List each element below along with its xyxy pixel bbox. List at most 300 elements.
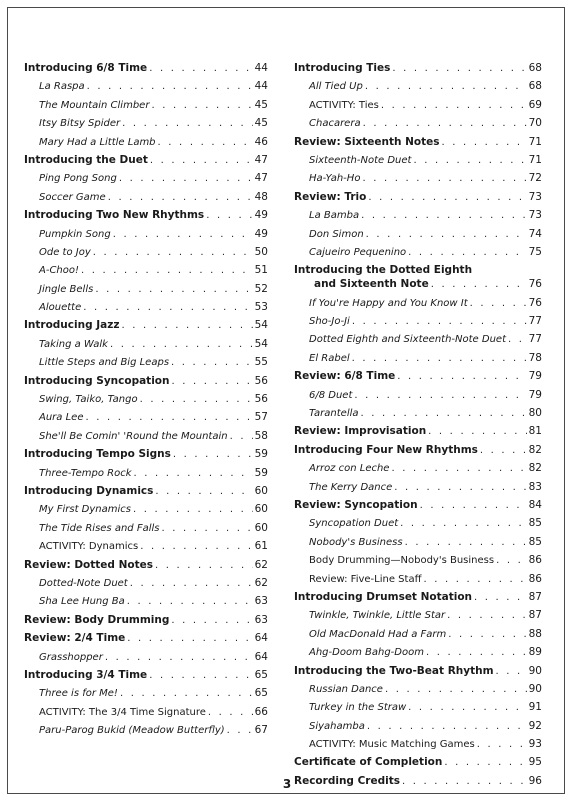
entry-page-number: 68 bbox=[528, 62, 542, 74]
entry-page-number: 79 bbox=[528, 370, 542, 383]
toc-song-entry bbox=[24, 117, 268, 135]
page-number: 3 bbox=[282, 777, 292, 791]
entry-title: Sho-Jo-Ji bbox=[309, 316, 350, 328]
entry-title: Aura Lee bbox=[39, 412, 84, 424]
dot-leader bbox=[171, 357, 253, 368]
entry-title: Introducing Syncopation bbox=[24, 374, 170, 387]
dot-leader bbox=[140, 541, 252, 552]
entry-page-number: 47 bbox=[254, 153, 268, 166]
toc-song-entry bbox=[24, 356, 268, 374]
entry-page-number: 47 bbox=[254, 172, 268, 185]
entry-title: Russian Dance bbox=[309, 683, 383, 695]
toc-song-entry bbox=[24, 411, 268, 429]
dot-leader bbox=[391, 463, 526, 474]
entry-page-number: 45 bbox=[254, 98, 268, 111]
entry-page-number: 52 bbox=[254, 282, 268, 295]
entry-page-number: 65 bbox=[254, 687, 268, 700]
entry-page-number: 66 bbox=[254, 705, 268, 718]
toc-section-entry bbox=[24, 375, 268, 393]
dot-leader bbox=[442, 137, 527, 148]
dot-leader bbox=[158, 137, 253, 148]
entry-page-number: 71 bbox=[528, 153, 542, 166]
dot-leader bbox=[171, 376, 252, 387]
toc-section-entry bbox=[294, 191, 542, 209]
entry-title: Paru-Parog Bukid (Meadow Butterfly) bbox=[39, 725, 225, 737]
toc-song-entry bbox=[24, 430, 268, 448]
entry-title: Mary Had a Little Lamb bbox=[39, 136, 156, 148]
entry-title: Introducing Four New Rhythms bbox=[294, 443, 478, 456]
entry-title: ACTIVITY: The 3/4 Time Signature bbox=[39, 706, 206, 718]
dot-leader bbox=[81, 265, 253, 276]
dot-leader bbox=[431, 279, 527, 290]
entry-page-number: 54 bbox=[254, 319, 268, 332]
dot-leader bbox=[105, 652, 253, 663]
dot-leader bbox=[173, 449, 253, 460]
toc-section-entry bbox=[24, 485, 268, 503]
entry-title: Introducing the Two-Beat Rhythm bbox=[294, 664, 494, 677]
dot-leader bbox=[367, 721, 527, 732]
toc-song-entry bbox=[294, 481, 542, 499]
dot-leader bbox=[140, 394, 253, 405]
entry-title: Grasshopper bbox=[39, 651, 103, 663]
toc-song-entry bbox=[24, 172, 268, 190]
entry-title: If You're Happy and You Know It bbox=[309, 297, 468, 309]
entry-title: Recording Credits bbox=[294, 774, 400, 787]
dot-leader bbox=[352, 353, 527, 364]
dot-leader bbox=[208, 707, 253, 718]
entry-title: Introducing 6/8 Time bbox=[24, 62, 148, 74]
toc-song-entry bbox=[294, 738, 542, 756]
entry-page-number: 60 bbox=[254, 484, 268, 497]
entry-page-number: 64 bbox=[254, 650, 268, 663]
entry-page-number: 79 bbox=[528, 388, 542, 401]
entry-page-number: 73 bbox=[528, 190, 542, 203]
toc-song-entry bbox=[294, 172, 542, 190]
toc-song-entry bbox=[294, 117, 542, 135]
entry-title: Sha Lee Hung Ba bbox=[39, 596, 125, 608]
entry-page-number: 84 bbox=[528, 498, 542, 511]
entry-title: All Tied Up bbox=[309, 81, 363, 93]
dot-leader bbox=[496, 555, 527, 566]
entry-page-number: 80 bbox=[528, 407, 542, 420]
dot-leader bbox=[362, 173, 526, 184]
toc-section-entry bbox=[24, 448, 268, 466]
toc-section-entry bbox=[24, 632, 268, 650]
entry-page-number: 48 bbox=[254, 190, 268, 203]
toc-song-entry bbox=[294, 720, 542, 738]
dot-leader bbox=[134, 468, 253, 479]
entry-title: Review: Syncopation bbox=[294, 498, 418, 511]
toc-song-entry bbox=[294, 315, 542, 333]
entry-title: Introducing Tempo Signs bbox=[24, 448, 171, 461]
entry-title: Itsy Bitsy Spider bbox=[39, 118, 121, 130]
toc-song-entry bbox=[294, 462, 542, 480]
dot-leader bbox=[400, 518, 526, 529]
toc-section-entry bbox=[294, 264, 542, 278]
entry-page-number: 86 bbox=[528, 572, 542, 585]
toc-song-entry bbox=[24, 80, 268, 98]
entry-page-number: 82 bbox=[528, 462, 542, 475]
entry-page-number: 68 bbox=[528, 80, 542, 93]
entry-page-number: 81 bbox=[528, 425, 542, 438]
toc-song-entry bbox=[294, 609, 542, 627]
entry-title: Review: Sixteenth Notes bbox=[294, 135, 440, 148]
entry-page-number: 82 bbox=[528, 443, 542, 456]
entry-page-number: 46 bbox=[254, 135, 268, 148]
entry-page-number: 49 bbox=[254, 209, 268, 222]
toc-section-entry bbox=[294, 136, 542, 154]
entry-title: Don Simon bbox=[309, 228, 364, 240]
entry-title: Review: Dotted Notes bbox=[24, 558, 153, 571]
toc-section-entry bbox=[24, 559, 268, 577]
dot-leader bbox=[121, 320, 252, 331]
dot-leader bbox=[444, 757, 526, 768]
toc-section-entry bbox=[24, 614, 268, 632]
entry-page-number: 57 bbox=[254, 411, 268, 424]
entry-page-number: 60 bbox=[254, 503, 268, 516]
toc-section-entry bbox=[294, 591, 542, 609]
toc-song-entry bbox=[24, 99, 268, 117]
entry-page-number: 92 bbox=[528, 719, 542, 732]
entry-title: La Raspa bbox=[39, 81, 85, 93]
toc-song-entry bbox=[24, 191, 268, 209]
toc-song-entry bbox=[294, 389, 542, 407]
entry-page-number: 90 bbox=[528, 664, 542, 677]
dot-leader bbox=[423, 574, 526, 585]
entry-page-number: 56 bbox=[254, 374, 268, 387]
dot-leader bbox=[361, 408, 527, 419]
entry-title: Three-Tempo Rock bbox=[39, 467, 132, 479]
entry-title: Dotted Eighth and Sixteenth-Note Duet bbox=[309, 334, 506, 346]
entry-page-number: 65 bbox=[254, 668, 268, 681]
toc-song-entry bbox=[294, 209, 542, 227]
entry-title: Introducing Jazz bbox=[24, 319, 120, 332]
dot-leader bbox=[151, 100, 252, 111]
dot-leader bbox=[161, 523, 252, 534]
toc-song-entry bbox=[24, 687, 268, 705]
toc-song-entry bbox=[294, 573, 542, 591]
toc-song-entry bbox=[294, 154, 542, 172]
toc-left-column bbox=[24, 62, 268, 742]
entry-title: Syncopation Duet bbox=[309, 518, 399, 530]
toc-song-entry bbox=[24, 706, 268, 724]
toc-song-entry bbox=[24, 724, 268, 742]
toc-song-entry bbox=[294, 246, 542, 264]
dot-leader bbox=[448, 629, 526, 640]
dot-leader bbox=[150, 155, 253, 166]
entry-title: Turkey in the Straw bbox=[309, 702, 407, 714]
entry-title: Taking a Walk bbox=[39, 338, 108, 350]
entry-title: She'll Be Comin' 'Round the Mountain bbox=[39, 430, 228, 442]
dot-leader bbox=[149, 63, 252, 74]
dot-leader bbox=[381, 100, 527, 111]
dot-leader bbox=[394, 482, 526, 493]
entry-page-number: 69 bbox=[528, 98, 542, 111]
entry-title: Introducing Dynamics bbox=[24, 484, 154, 497]
dot-leader bbox=[108, 192, 253, 203]
entry-title: Body Drumming—Nobody's Business bbox=[309, 555, 495, 567]
dot-leader bbox=[85, 412, 252, 423]
dot-leader bbox=[127, 596, 253, 607]
toc-song-entry bbox=[24, 246, 268, 264]
entry-title: Certificate of Completion bbox=[294, 756, 443, 769]
toc-song-entry bbox=[24, 301, 268, 319]
toc-song-entry bbox=[24, 393, 268, 411]
entry-title: Arroz con Leche bbox=[309, 463, 390, 475]
entry-title: Ahg-Doom Bahg-Doom bbox=[309, 647, 424, 659]
dot-leader bbox=[397, 371, 526, 382]
entry-title: Dotted-Note Duet bbox=[39, 577, 128, 589]
entry-title: Pumpkin Song bbox=[39, 228, 111, 240]
entry-page-number: 49 bbox=[254, 227, 268, 240]
dot-leader bbox=[365, 81, 527, 92]
dot-leader bbox=[149, 670, 252, 681]
dot-leader bbox=[420, 500, 527, 511]
entry-title: El Rabel bbox=[309, 352, 350, 364]
dot-leader bbox=[366, 229, 527, 240]
dot-leader bbox=[120, 688, 253, 699]
dot-leader bbox=[496, 666, 527, 677]
dot-leader bbox=[171, 615, 252, 626]
entry-title: and Sixteenth Note bbox=[314, 278, 429, 291]
toc-song-entry bbox=[24, 467, 268, 485]
entry-title: La Bamba bbox=[309, 210, 360, 222]
entry-title: Review: 2/4 Time bbox=[24, 632, 126, 645]
entry-page-number: 44 bbox=[254, 80, 268, 93]
dot-leader bbox=[477, 739, 527, 750]
entry-title: Sixteenth-Note Duet bbox=[309, 154, 412, 166]
dot-leader bbox=[155, 486, 252, 497]
dot-leader bbox=[119, 173, 253, 184]
entry-title: Twinkle, Twinkle, Little Star bbox=[309, 610, 446, 622]
toc-section-entry bbox=[294, 499, 542, 517]
toc-song-entry bbox=[294, 333, 542, 351]
dot-leader bbox=[392, 63, 526, 74]
entry-title: My First Dynamics bbox=[39, 504, 131, 516]
dot-leader bbox=[127, 633, 252, 644]
toc-section-entry bbox=[294, 444, 542, 462]
entry-page-number: 63 bbox=[254, 613, 268, 626]
entry-title: Chacarera bbox=[309, 118, 361, 130]
entry-page-number: 86 bbox=[528, 554, 542, 567]
toc-section-entry bbox=[294, 665, 542, 683]
dot-leader bbox=[227, 725, 253, 736]
entry-page-number: 59 bbox=[254, 448, 268, 461]
entry-title: ACTIVITY: Music Matching Games bbox=[309, 739, 475, 751]
entry-title: Nobody's Business bbox=[309, 536, 403, 548]
toc-right-column bbox=[294, 62, 542, 793]
toc-song-entry bbox=[294, 554, 542, 572]
toc-song-entry bbox=[294, 99, 542, 117]
entry-title: Review: Body Drumming bbox=[24, 613, 170, 626]
dot-leader bbox=[428, 426, 526, 437]
entry-title: Three is for Me! bbox=[39, 688, 118, 700]
entry-page-number: 77 bbox=[528, 333, 542, 346]
toc-section-entry bbox=[24, 319, 268, 337]
dot-leader bbox=[385, 684, 527, 695]
entry-title: The Mountain Climber bbox=[39, 99, 150, 111]
entry-title: Jingle Bells bbox=[39, 283, 94, 295]
toc-section-entry bbox=[294, 370, 542, 388]
entry-page-number: 62 bbox=[254, 558, 268, 571]
toc-song-entry bbox=[294, 517, 542, 535]
entry-title: Cajueiro Pequenino bbox=[309, 246, 407, 258]
entry-title: Review: Improvisation bbox=[294, 425, 427, 438]
entry-page-number: 72 bbox=[528, 172, 542, 185]
dot-leader bbox=[413, 155, 526, 166]
entry-page-number: 74 bbox=[528, 227, 542, 240]
entry-page-number: 60 bbox=[254, 521, 268, 534]
entry-page-number: 83 bbox=[528, 480, 542, 493]
toc-section-entry bbox=[294, 425, 542, 443]
entry-page-number: 51 bbox=[254, 264, 268, 277]
toc-song-entry bbox=[24, 283, 268, 301]
entry-title: Introducing Drumset Notation bbox=[294, 590, 473, 603]
entry-title: Introducing 3/4 Time bbox=[24, 668, 148, 681]
entry-page-number: 70 bbox=[528, 117, 542, 130]
entry-page-number: 88 bbox=[528, 627, 542, 640]
entry-page-number: 54 bbox=[254, 337, 268, 350]
dot-leader bbox=[508, 334, 527, 345]
toc-section-entry bbox=[24, 669, 268, 687]
entry-page-number: 45 bbox=[254, 117, 268, 130]
entry-title: Swing, Taiko, Tango bbox=[39, 394, 138, 406]
entry-page-number: 96 bbox=[528, 774, 542, 787]
toc-song-entry bbox=[24, 540, 268, 558]
dot-leader bbox=[368, 192, 526, 203]
dot-leader bbox=[447, 610, 526, 621]
entry-title: 6/8 Duet bbox=[309, 389, 353, 401]
dot-leader bbox=[95, 284, 252, 295]
dot-leader bbox=[363, 118, 527, 129]
entry-page-number: 50 bbox=[254, 245, 268, 258]
entry-page-number: 67 bbox=[254, 724, 268, 737]
entry-page-number: 73 bbox=[528, 209, 542, 222]
entry-title: Ode to Joy bbox=[39, 246, 91, 258]
entry-title: Introducing the Dotted Eighth bbox=[294, 264, 473, 277]
toc-section-entry bbox=[24, 154, 268, 172]
entry-page-number: 53 bbox=[254, 301, 268, 314]
entry-page-number: 76 bbox=[528, 278, 542, 291]
dot-leader bbox=[480, 445, 527, 456]
entry-title: Introducing Ties bbox=[294, 62, 391, 74]
entry-title: Siyahamba bbox=[309, 720, 365, 732]
entry-page-number: 59 bbox=[254, 466, 268, 479]
toc-song-entry bbox=[294, 646, 542, 664]
toc-song-entry bbox=[24, 522, 268, 540]
entry-title: ACTIVITY: Dynamics bbox=[39, 541, 139, 553]
dot-leader bbox=[470, 298, 527, 309]
toc-song-entry bbox=[24, 503, 268, 521]
entry-page-number: 78 bbox=[528, 351, 542, 364]
toc-song-entry bbox=[294, 628, 542, 646]
entry-title: A-Choo! bbox=[39, 265, 80, 277]
entry-page-number: 63 bbox=[254, 595, 268, 608]
entry-page-number: 58 bbox=[254, 429, 268, 442]
toc-section-entry bbox=[24, 209, 268, 227]
toc-song-entry bbox=[294, 80, 542, 98]
entry-page-number: 61 bbox=[254, 540, 268, 553]
entry-title: ACTIVITY: Ties bbox=[309, 99, 379, 111]
entry-page-number: 75 bbox=[528, 245, 542, 258]
toc-song-entry bbox=[24, 651, 268, 669]
toc-song-entry bbox=[24, 136, 268, 154]
dot-leader bbox=[122, 118, 252, 129]
dot-leader bbox=[361, 210, 527, 221]
entry-page-number: 89 bbox=[528, 646, 542, 659]
entry-page-number: 87 bbox=[528, 609, 542, 622]
toc-section-entry bbox=[294, 278, 542, 296]
dot-leader bbox=[230, 431, 253, 442]
entry-title: Introducing Two New Rhythms bbox=[24, 209, 205, 222]
entry-title: Ping Pong Song bbox=[39, 173, 117, 185]
entry-title: Review: Five-Line Staff bbox=[309, 573, 422, 585]
entry-title: Old MacDonald Had a Farm bbox=[309, 628, 447, 640]
entry-title: Review: 6/8 Time bbox=[294, 370, 396, 383]
dot-leader bbox=[110, 339, 253, 350]
entry-title: Introducing the Duet bbox=[24, 153, 148, 166]
dot-leader bbox=[474, 592, 527, 603]
toc-section-entry bbox=[24, 62, 268, 80]
toc-song-entry bbox=[294, 352, 542, 370]
toc-song-entry bbox=[24, 228, 268, 246]
dot-leader bbox=[130, 578, 253, 589]
entry-page-number: 93 bbox=[528, 738, 542, 751]
toc-song-entry bbox=[294, 536, 542, 554]
toc-song-entry bbox=[294, 683, 542, 701]
entry-page-number: 85 bbox=[528, 517, 542, 530]
entry-page-number: 85 bbox=[528, 535, 542, 548]
entry-title: The Tide Rises and Falls bbox=[39, 522, 160, 534]
toc-song-entry bbox=[24, 577, 268, 595]
dot-leader bbox=[408, 247, 526, 258]
toc-section-entry bbox=[294, 756, 542, 774]
dot-leader bbox=[133, 504, 253, 515]
entry-page-number: 56 bbox=[254, 393, 268, 406]
entry-page-number: 90 bbox=[528, 682, 542, 695]
dot-leader bbox=[352, 316, 527, 327]
dot-leader bbox=[354, 390, 526, 401]
entry-page-number: 87 bbox=[528, 590, 542, 603]
entry-page-number: 77 bbox=[528, 315, 542, 328]
entry-title: Review: Trio bbox=[294, 190, 367, 203]
entry-title: Tarantella bbox=[309, 408, 359, 420]
entry-title: The Kerry Dance bbox=[309, 481, 393, 493]
toc-song-entry bbox=[24, 338, 268, 356]
entry-title: Soccer Game bbox=[39, 191, 106, 203]
dot-leader bbox=[155, 560, 253, 571]
entry-page-number: 76 bbox=[528, 296, 542, 309]
toc-song-entry bbox=[24, 264, 268, 282]
entry-page-number: 62 bbox=[254, 576, 268, 589]
entry-title: Alouette bbox=[39, 302, 82, 314]
entry-page-number: 44 bbox=[254, 62, 268, 74]
entry-page-number: 91 bbox=[528, 701, 542, 714]
dot-leader bbox=[93, 247, 253, 258]
toc-song-entry bbox=[294, 701, 542, 719]
dot-leader bbox=[113, 229, 253, 240]
toc-song-entry bbox=[294, 407, 542, 425]
entry-page-number: 95 bbox=[528, 756, 542, 769]
dot-leader bbox=[206, 210, 252, 221]
toc-song-entry bbox=[294, 228, 542, 246]
dot-leader bbox=[426, 647, 527, 658]
entry-title: Ha-Yah-Ho bbox=[309, 173, 361, 185]
entry-page-number: 55 bbox=[254, 356, 268, 369]
entry-page-number: 71 bbox=[528, 135, 542, 148]
dot-leader bbox=[408, 702, 526, 713]
toc-section-entry bbox=[294, 62, 542, 80]
